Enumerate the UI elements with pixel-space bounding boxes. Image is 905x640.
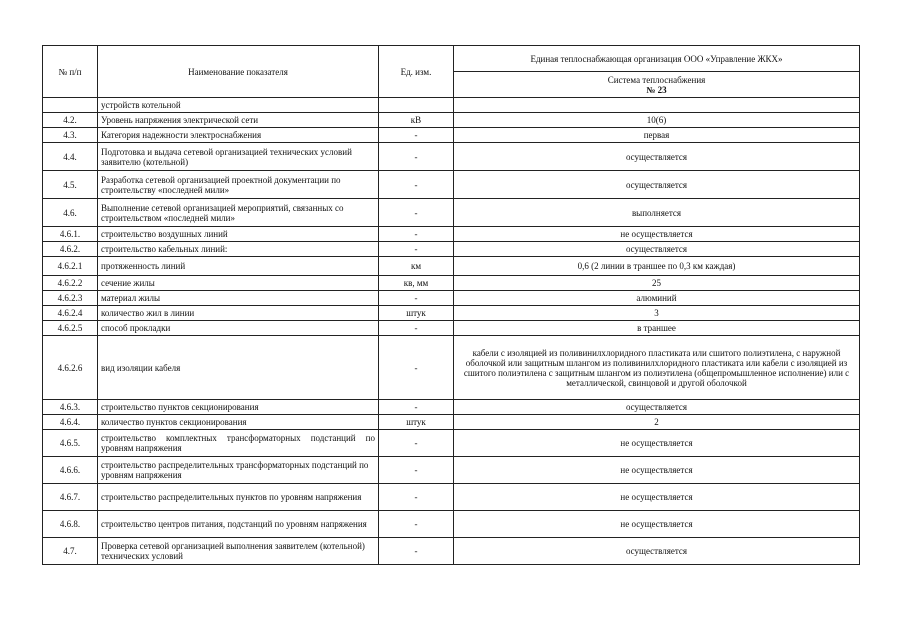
table-row (43, 242, 860, 257)
row-number: 4.6.2.6 (43, 336, 98, 400)
row-number: 4.6.7. (43, 484, 98, 511)
row-name: строительство распределительных пунктов по уровням напряжения (98, 484, 379, 511)
row-unit: км (379, 257, 454, 276)
row-unit: - (379, 171, 454, 199)
row-unit: - (379, 199, 454, 227)
row-number (43, 98, 98, 113)
header-col-number: № п/п (43, 46, 98, 98)
row-name: протяженность линий (98, 257, 379, 276)
row-value: 0,6 (2 линии в траншее по 0,3 км каждая) (454, 257, 860, 276)
row-unit: - (379, 336, 454, 400)
row-unit: штук (379, 306, 454, 321)
row-value: осуществляется (454, 171, 860, 199)
table-row (43, 415, 860, 430)
row-number: 4.2. (43, 113, 98, 128)
row-value: осуществляется (454, 242, 860, 257)
table-row (43, 538, 860, 565)
row-number: 4.6.1. (43, 227, 98, 242)
table-row (43, 199, 860, 227)
row-value: осуществляется (454, 400, 860, 415)
row-value: 25 (454, 276, 860, 291)
row-value (454, 98, 860, 113)
row-name: Выполнение сетевой организацией мероприятий, связанных со строительством «последней мили» (98, 199, 379, 227)
row-unit: - (379, 511, 454, 538)
table-row (43, 321, 860, 336)
row-value: алюминий (454, 291, 860, 306)
header-organization: Единая теплоснабжающая организация ООО «Управление ЖКХ» (454, 46, 860, 72)
row-value: не осуществляется (454, 457, 860, 484)
row-unit: - (379, 400, 454, 415)
row-unit: штук (379, 415, 454, 430)
table-row (43, 457, 860, 484)
row-number: 4.6.2.4 (43, 306, 98, 321)
row-number: 4.7. (43, 538, 98, 565)
row-number: 4.3. (43, 128, 98, 143)
table-row (43, 276, 860, 291)
table-row (43, 430, 860, 457)
row-value: осуществляется (454, 538, 860, 565)
row-value: 2 (454, 415, 860, 430)
table-row (43, 143, 860, 171)
row-name: строительство пунктов секционирования (98, 400, 379, 415)
row-name: вид изоляции кабеля (98, 336, 379, 400)
row-number: 4.6. (43, 199, 98, 227)
row-unit: - (379, 227, 454, 242)
row-number: 4.6.4. (43, 415, 98, 430)
row-value: кабели с изоляцией из поливинилхлоридного пластиката или сшитого полиэтилена, с наружной оболочкой или защитным шлангом из поливинилхлоридного пластиката или кабели с изоляцией из сшитого полиэтилена с защитным шлангом из полиэтилена (общепромышленное исполнение) или с металлической, свинцовой и другой оболочкой (454, 336, 860, 400)
table-row (43, 400, 860, 415)
row-name: Подготовка и выдача сетевой организацией технических условий заявителю (котельной) (98, 143, 379, 171)
table-row (43, 511, 860, 538)
header-system-number: № 23 (646, 84, 667, 95)
row-value: не осуществляется (454, 484, 860, 511)
row-value: осуществляется (454, 143, 860, 171)
table-row (43, 291, 860, 306)
header-col-name: Наименование показателя (98, 46, 379, 98)
row-unit (379, 98, 454, 113)
header-system (454, 72, 860, 98)
row-unit: - (379, 430, 454, 457)
row-unit: - (379, 128, 454, 143)
header-col-unit: Ед. изм. (379, 46, 454, 98)
row-unit: - (379, 484, 454, 511)
row-name: строительство комплектных трансформаторных подстанций по уровням напряжения (98, 430, 379, 457)
row-name: Разработка сетевой организацией проектной документации по строительству «последней мили» (98, 171, 379, 199)
table-row (43, 257, 860, 276)
row-name: количество пунктов секционирования (98, 415, 379, 430)
row-unit: кВ (379, 113, 454, 128)
row-value: выполняется (454, 199, 860, 227)
row-value: не осуществляется (454, 511, 860, 538)
table-row (43, 128, 860, 143)
row-number: 4.6.2.5 (43, 321, 98, 336)
table-row (43, 336, 860, 400)
row-name: строительство воздушных линий (98, 227, 379, 242)
row-name: способ прокладки (98, 321, 379, 336)
row-unit: кв, мм (379, 276, 454, 291)
row-name: сечение жилы (98, 276, 379, 291)
row-number: 4.6.2.1 (43, 257, 98, 276)
table-row (43, 113, 860, 128)
row-number: 4.6.3. (43, 400, 98, 415)
table-row (43, 306, 860, 321)
row-name: Уровень напряжения электрической сети (98, 113, 379, 128)
table-row (43, 98, 860, 113)
row-value: не осуществляется (454, 430, 860, 457)
row-number: 4.5. (43, 171, 98, 199)
row-name: устройств котельной (98, 98, 379, 113)
row-number: 4.6.8. (43, 511, 98, 538)
row-number: 4.6.6. (43, 457, 98, 484)
row-name: количество жил в линии (98, 306, 379, 321)
row-number: 4.6.5. (43, 430, 98, 457)
table-row (43, 484, 860, 511)
row-unit: - (379, 538, 454, 565)
row-name: строительство кабельных линий: (98, 242, 379, 257)
row-number: 4.6.2.3 (43, 291, 98, 306)
row-name: Категория надежности электроснабжения (98, 128, 379, 143)
row-name: Проверка сетевой организацией выполнения заявителем (котельной) технических условий (98, 538, 379, 565)
row-value: в траншее (454, 321, 860, 336)
row-value: 10(6) (454, 113, 860, 128)
row-number: 4.6.2.2 (43, 276, 98, 291)
row-name: строительство центров питания, подстанций по уровням напряжения (98, 511, 379, 538)
row-value: 3 (454, 306, 860, 321)
table-row (43, 227, 860, 242)
row-unit: - (379, 143, 454, 171)
row-value: не осуществляется (454, 227, 860, 242)
row-unit: - (379, 457, 454, 484)
row-unit: - (379, 242, 454, 257)
row-number: 4.6.2. (43, 242, 98, 257)
row-name: строительство распределительных трансформаторных подстанций по уровням напряжения (98, 457, 379, 484)
indicators-table (42, 45, 860, 565)
header-system-label: Система теплоснабжения (607, 74, 706, 85)
table-row (43, 171, 860, 199)
row-unit: - (379, 321, 454, 336)
row-value: первая (454, 128, 860, 143)
row-unit: - (379, 291, 454, 306)
row-number: 4.4. (43, 143, 98, 171)
row-name: материал жилы (98, 291, 379, 306)
